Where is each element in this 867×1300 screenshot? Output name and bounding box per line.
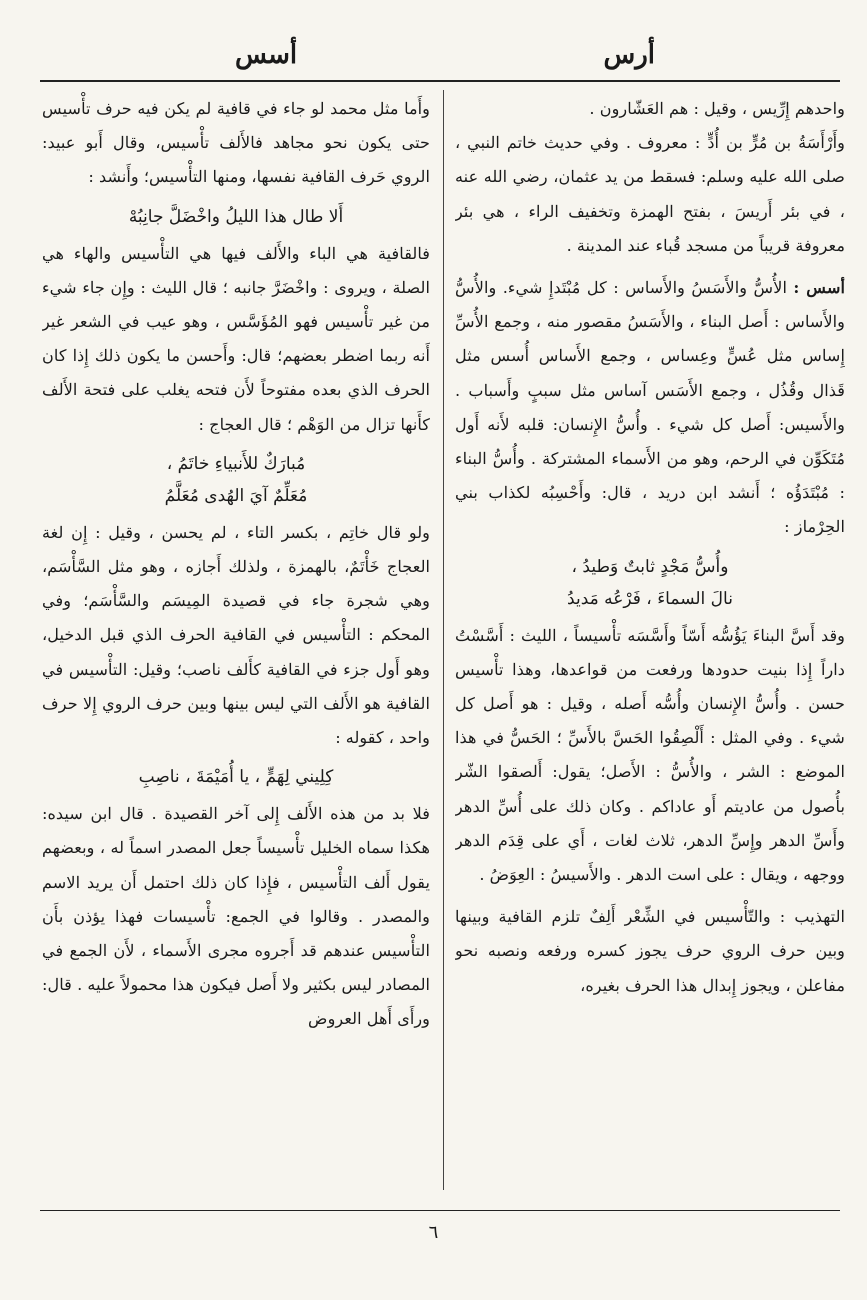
verse-block [455, 545, 845, 619]
paragraph: وقد أَسَّ البناءَ يَؤُسُّه أَسّاً وأَسَّسَه تأْسيساً ، الليث : أَسَّسْتُ داراً إِذا بنيت حدودها ورفعت من قواعدها، وهذا تأْسيس حسن . وأُسُّ الإِنسان وأُسُّه أَصله ، وقيل : هو أَصل كل شيء . وفي المثل : أَلْصِقُوا الحَسَّ بالأَسِّ ؛ الحَسُّ في هذا الموضع : الشر ، والأُسُّ : الأَصل؛ يقول: أَلصقوا الشّر بأُصول من عاديتم أَو عاداكم . وكان ذلك على أُسِّ الدهر وأَسِّ الدهر وإِسِّ الدهر، ثلاث لغات ، أَي على قِدَم الدهر ووجهه ، ويقال : على است الدهر . والأَسيسُ : العِوَضُ . [455, 625, 845, 885]
paragraph: وأَرْأَسَةُ بن مُرٍّ بن أُدٍّ : معروف . وفي حديث خاتم النبي ، صلى الله عليه وسلم: فسقط من يد عثمان، رضي الله عنه ، في بئر أَريسَ ، بفتح الهمزة وتخفيف الراء ، هي بئر معروفة قريباً من مسجد قُباء عند المدينة . [455, 133, 845, 255]
entry-headword: أسس : [793, 278, 845, 298]
verse-block [42, 442, 430, 516]
page-number: ٦ [428, 1222, 439, 1243]
verse-line: نالَ السماءَ ، فَرْعُه مَديدُ [567, 588, 733, 609]
paragraph: فالقافية هي الباء والأَلف فيها هي التأْسيس والهاء هي الصلة ، ويروى : واخْضَرَّ جانبه ؛ قال الليث : وإِن جاء شيء من غير تأْسيس فهو المُؤَسَّس ، وهو عيب في الشعر غير أَنه ربما اضطر بعضهم؛ قال: وأَحسن ما يكون ذلك إِذا كان الحرف الذي بعده مفتوحاً لأَن فتحه يغلب على فتحة الأَلف كأَنها تزال من الوَهْم ؛ قال العجاج : [42, 243, 430, 434]
left-column [42, 92, 430, 1192]
paragraph: وأَما مثل محمد لو جاء في قافية لم يكن فيه حرف تأْسيس حتى يكون نحو مجاهد فالأَلف تأْسيس، وقال أَبو عبيد: الروي حَرف القافية نفسها، ومنها التأْسيس؛ وأَنشد : [42, 99, 430, 187]
verse-line: كِلِيني لِهَمٍّ ، يا أُمَيْمَةَ ، ناصِبِ [138, 767, 334, 788]
verse-line: أَلا طال هذا الليلُ واخْضَلَّ جانِبُهْ [128, 206, 344, 227]
paragraph: التهذيب : والتّأْسيس في الشِّعْر أَلِفٌ تلزم القافية وبينها وبين حرف الروي حرف يجوز كسره ورفعه ونصبه نحو مفاعلن ، ويجوز إِبدال هذا الحرف بغيره، [455, 907, 845, 995]
spacer [455, 263, 845, 271]
page-header [40, 28, 840, 78]
footer-rule [40, 1210, 840, 1211]
header-rule [40, 80, 840, 82]
verse-line: وأُسُّ مَجْدٍ ثابتٌ وَطيدُ ، [571, 556, 729, 577]
verse-block [42, 195, 430, 237]
right-column [455, 92, 845, 1192]
verse-line: مُعَلِّمٌ آيَ الهُدى مُعَلَّمُ [164, 485, 308, 506]
verse-line: مُبارَكٌ للأَنبياءِ خاتَمُ ، [166, 453, 306, 474]
entry-paragraph [455, 271, 845, 545]
right-headword: أرس [603, 40, 655, 70]
paragraph: واحدهم إِرِّيس ، وقيل : هم العَشّارون . [589, 99, 845, 118]
paragraph: فلا بد من هذه الأَلف إِلى آخر القصيدة . قال ابن سيده: هكذا سماه الخليل تأْسيساً جعل المصدر اسماً له ، وبعضهم يقول أَلف التأْسيس ، فإِذا كان ذلك احتمل أَن يريد الاسم والمصدر . وقالوا في الجمع: تأْسيسات فهذا يؤذن بأَن التأْسيس عندهم قد أَجروه مجرى الأَسماء ، لأَن الجمع في المصادر ليس بكثير ولا أَصل فيكون هذا محمولاً عليه . قال: ورأَى أَهل العروض [42, 804, 430, 1029]
column-divider [443, 90, 444, 1190]
left-headword: أسس [235, 40, 298, 70]
spacer [455, 892, 845, 900]
paragraph: ولو قال خاتِم ، بكسر التاء ، لم يحسن ، وقيل : إِن لغة العجاج خَأْتَمٌ، بالهمزة ، ولذلك أَجازه ، وهو مثل السَّأْسَم، وهي شجرة جاء في قصيدة المِيسَم والسَّأْسَم؛ وفي المحكم : التأْسيس في القافية الحرف الذي قبل الدخيل، وهو أَول جزء في القافية كأَلف ناصب؛ وقيل: التأْسيس في القافية هو الأَلف التي ليس بينها وبين حرف الروي إِلا حرف واحد ، كقوله : [42, 522, 430, 748]
entry-text: الأُسُّ والأَسَسُ والأَساس : كل مُبْتَدإِ شيء. والأُسُّ والأَساس : أَصل البناء ، والأَسَسُ مقصور منه ، وجمع الأُسِّ إِساس مثل عُسٍّ وعِساس ، وجمع الأَساس أُسس مثل قَذال وقُذُل ، وجمع الأَسَس آساس مثل سببٍ وأَسباب . والأَسيس: أَصل كل شيء . وأُسُّ الإِنسان: قلبه لأَنه أَول مُتَكَوِّن في الرحم، وهو من الأَسماء المشتركة . وأُسُّ البناء : مُبْتَدَؤُه ؛ أَنشد ابن دريد ، قال: وأَحْسِبُه لكذاب بني الحِرْماز : [455, 278, 845, 537]
verse-block [42, 755, 430, 797]
